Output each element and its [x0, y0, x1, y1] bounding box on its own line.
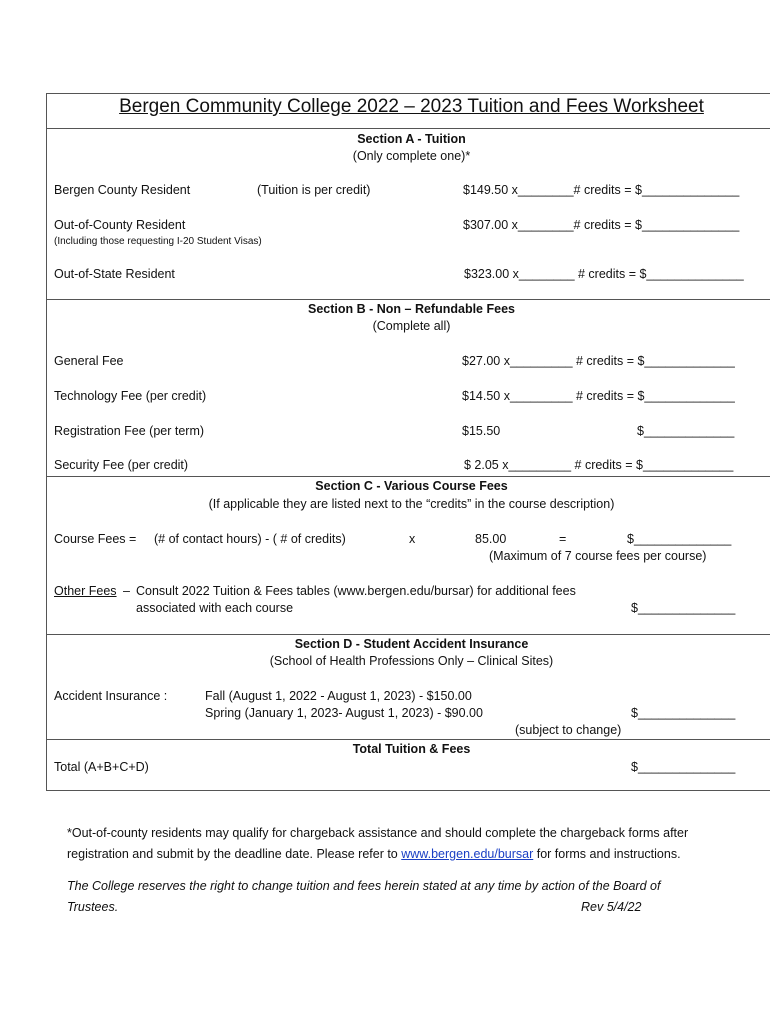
- section-b-subheading: (Complete all): [372, 319, 451, 333]
- out-of-county-sub: (Including those requesting I-20 Student Visas): [54, 236, 262, 247]
- section-a-heading: Section A - Tuition: [357, 132, 466, 146]
- security-fee-label: Security Fee (per credit): [54, 458, 189, 472]
- general-fee-formula[interactable]: $27.00 x_________ # credits = $_____________: [462, 354, 735, 368]
- other-fees-line1: Consult 2022 Tuition & Fees tables (www.bergen.edu/bursar) for additional fees: [136, 584, 576, 598]
- section-b-heading: Section B - Non – Refundable Fees: [308, 302, 515, 316]
- subject-to-change-note: (subject to change): [515, 723, 622, 737]
- security-fee-formula[interactable]: $ 2.05 x_________ # credits = $_____________: [464, 458, 734, 472]
- course-fees-max-note: (Maximum of 7 course fees per course): [489, 549, 707, 563]
- registration-fee-label: Registration Fee (per term): [54, 424, 205, 438]
- course-fees-blank[interactable]: $______________: [627, 532, 732, 546]
- other-fees-dash: –: [123, 584, 130, 598]
- section-a-subheading: (Only complete one)*: [352, 149, 471, 163]
- total-blank[interactable]: $______________: [631, 760, 736, 774]
- out-of-county-formula[interactable]: $307.00 x________# credits = $______________: [463, 218, 740, 232]
- disclaimer-trustees: Trustees.: [67, 900, 119, 914]
- divider: [47, 634, 770, 635]
- course-fees-equals: =: [559, 532, 567, 546]
- out-of-county-label: Out-of-County Resident: [54, 218, 186, 232]
- disclaimer-line2: [67, 897, 717, 918]
- divider: [47, 299, 770, 300]
- tuition-per-credit-note: (Tuition is per credit): [257, 183, 371, 197]
- accident-insurance-label: Accident Insurance :: [54, 689, 168, 703]
- other-fees-label: Other Fees: [54, 584, 117, 598]
- general-fee-label: General Fee: [54, 354, 124, 368]
- divider: [47, 739, 770, 740]
- footnote-line1: *Out-of-county residents may qualify for chargeback assistance and should complete the chargeback forms after: [67, 826, 689, 840]
- out-of-state-formula[interactable]: $323.00 x________ # credits = $______________: [464, 267, 744, 281]
- technology-fee-label: Technology Fee (per credit): [54, 389, 207, 403]
- other-fees-line2: associated with each course: [136, 601, 294, 615]
- accident-insurance-spring: Spring (January 1, 2023- August 1, 2023) - $90.00: [205, 706, 483, 720]
- footnote: [67, 823, 717, 865]
- bergen-resident-formula[interactable]: $149.50 x________# credits = $______________: [463, 183, 740, 197]
- course-fees-rate: 85.00: [475, 532, 507, 546]
- footnote-line2-post: for forms and instructions.: [533, 847, 681, 861]
- total-label: Total (A+B+C+D): [54, 760, 149, 774]
- divider: [47, 476, 770, 477]
- other-fees-blank[interactable]: $______________: [631, 601, 736, 615]
- out-of-state-label: Out-of-State Resident: [54, 267, 175, 281]
- disclaimer: [67, 876, 717, 918]
- section-d-subheading: (School of Health Professions Only – Clinical Sites): [269, 654, 554, 668]
- course-fees-times: x: [409, 532, 416, 546]
- course-fees-formula: (# of contact hours) - ( # of credits): [154, 532, 346, 546]
- footnote-line2-pre: registration and submit by the deadline date. Please refer to: [67, 847, 402, 861]
- bergen-resident-label: Bergen County Resident: [54, 183, 191, 197]
- bursar-link[interactable]: www.bergen.edu/bursar: [401, 847, 534, 861]
- course-fees-label: Course Fees =: [54, 532, 137, 546]
- total-heading: Total Tuition & Fees: [352, 742, 471, 756]
- divider: [47, 128, 770, 129]
- page-title: Bergen Community College 2022 – 2023 Tuition and Fees Worksheet: [119, 96, 704, 117]
- section-c-heading: Section C - Various Course Fees: [315, 479, 508, 493]
- section-c-subheading: (If applicable they are listed next to the “credits” in the course description): [208, 497, 615, 511]
- footnote-line2: [67, 844, 717, 865]
- disclaimer-line1: The College reserves the right to change tuition and fees herein stated at any time by action of the Board of: [67, 879, 661, 893]
- accident-insurance-fall: Fall (August 1, 2022 - August 1, 2023) - $150.00: [205, 689, 472, 703]
- revision-date: Rev 5/4/22: [581, 900, 642, 914]
- registration-fee-amount: $15.50: [462, 424, 501, 438]
- technology-fee-formula[interactable]: $14.50 x_________ # credits = $_____________: [462, 389, 735, 403]
- registration-fee-blank[interactable]: $_____________: [637, 424, 735, 438]
- section-d-heading: Section D - Student Accident Insurance: [294, 637, 529, 651]
- worksheet-form: [46, 93, 770, 791]
- accident-insurance-blank[interactable]: $______________: [631, 706, 736, 720]
